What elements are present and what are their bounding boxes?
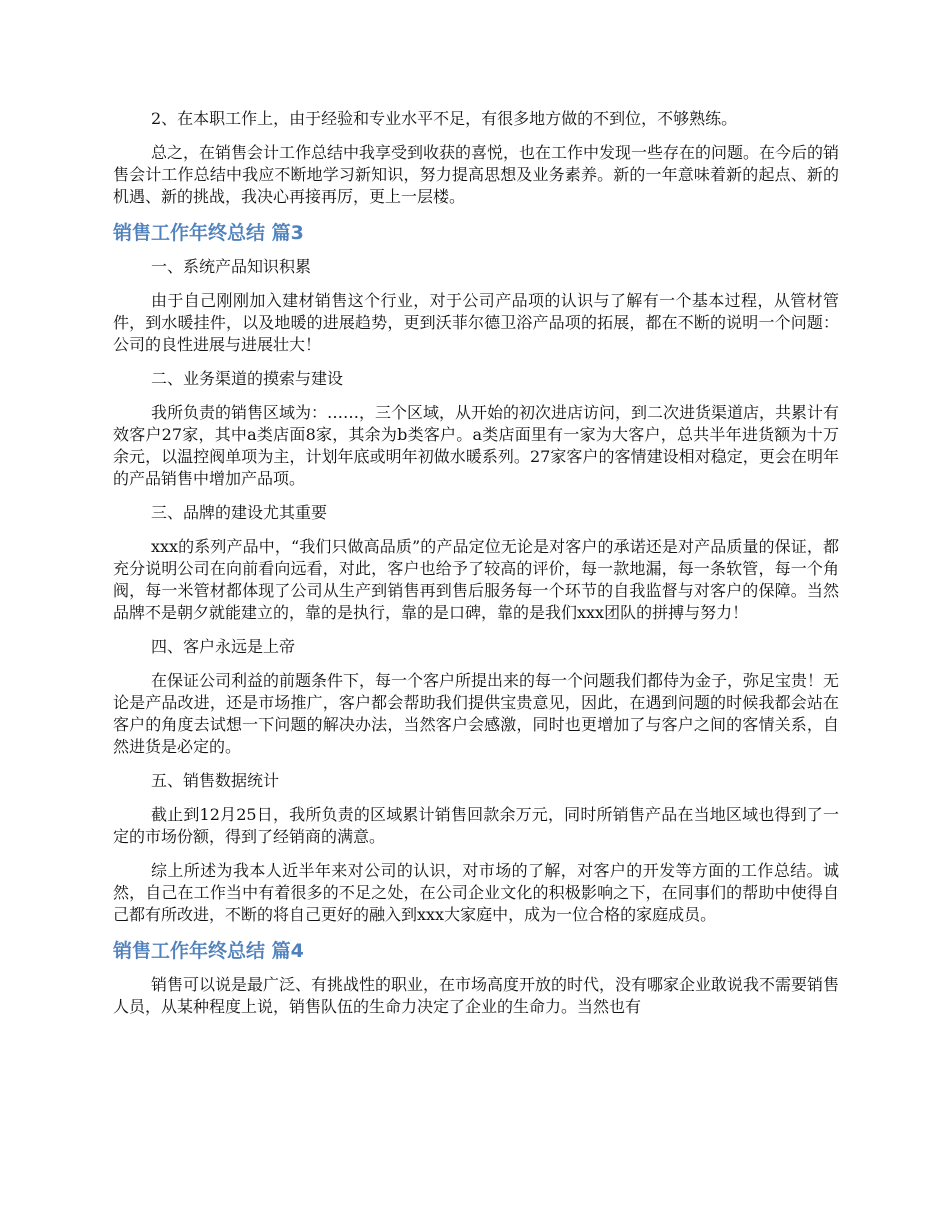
paragraph: xxx的系列产品中，“我们只做高品质”的产品定位无论是对客户的承诺还是对产品质量的保证，都充分说明公司在向前看向远看，对此，客户也给予了较高的评价，每一款地漏，每一条软管，每一个角阀，每一米管材都体现了公司从生产到销售再到售后服务每一个环节的自我监督与对客户的保障。当然品牌不是朝夕就能建立的，靠的是执行，靠的是口碑，靠的是我们xxx团队的拼搏与努力！ <box>113 537 839 622</box>
subheading-paragraph: 四、客户永远是上帝 <box>151 637 296 656</box>
paragraph: 截止到12月25日，我所负责的区域累计销售回款余万元，同时所销售产品在当地区域也得到了一定的市场份额，得到了经销商的满意。 <box>113 805 839 846</box>
document-body <box>113 108 839 1030</box>
subheading-paragraph: 二、业务渠道的摸索与建设 <box>151 369 344 388</box>
paragraph: 由于自己刚刚加入建材销售这个行业，对于公司产品项的认识与了解有一个基本过程，从管材管件，到水暖挂件，以及地暖的进展趋势，更到沃菲尔德卫浴产品项的拓展，都在不断的说明一个问题：公司的良性进展与进展壮大！ <box>113 291 839 354</box>
paragraph: 综上所述为我本人近半年来对公司的认识，对市场的了解，对客户的开发等方面的工作总结。诚然，自己在工作当中有着很多的不足之处，在公司企业文化的积极影响之下，在同事们的帮助中使得自己都有所改进，不断的将自己更好的融入到xxx大家庭中，成为一位合格的家庭成员。 <box>113 861 839 924</box>
section-heading: 销售工作年终总结 篇4 <box>113 940 304 962</box>
paragraph: 总之，在销售会计工作总结中我享受到收获的喜悦，也在工作中发现一些存在的问题。在今后的销售会计工作总结中我应不断地学习新知识，努力提高思想及业务素养。新的一年意味着新的起点、新的机遇、新的挑战，我决心再接再厉，更上一层楼。 <box>113 143 840 206</box>
paragraph: 我所负责的销售区域为：……，三个区域，从开始的初次进店访问，到二次进货渠道店，共累计有效客户27家，其中a类店面8家，其余为b类客户。a类店面里有一家为大客户，总共半年进货额为十万余元，以温控阀单项为主，计划年底或明年初做水暖系列。27家客户的客情建设相对稳定，更会在明年的产品销售中增加产品项。 <box>113 403 840 488</box>
paragraph: 2、在本职工作上，由于经验和专业水平不足，有很多地方做的不到位，不够熟练。 <box>151 109 738 128</box>
section-heading: 销售工作年终总结 篇3 <box>113 222 304 244</box>
paragraph: 在保证公司利益的前题条件下，每一个客户所提出来的每一个问题我们都侍为金子，弥足宝贵！无论是产品改进，还是市场推广，客户都会帮助我们提供宝贵意见，因此，在遇到问题的时候我都会站在客户的角度去试想一下问题的解决办法，当然客户会感激，同时也更增加了与客户之间的客情关系，自然进货是必定的。 <box>113 671 840 756</box>
subheading-paragraph: 三、品牌的建设尤其重要 <box>151 503 328 522</box>
subheading-paragraph: 一、系统产品知识积累 <box>151 257 312 276</box>
subheading-paragraph: 五、销售数据统计 <box>151 771 280 790</box>
paragraph: 销售可以说是最广泛、有挑战性的职业，在市场高度开放的时代，没有哪家企业敢说我不需要销售人员，从某种程度上说，销售队伍的生命力决定了企业的生命力。当然也有 <box>113 975 840 1016</box>
